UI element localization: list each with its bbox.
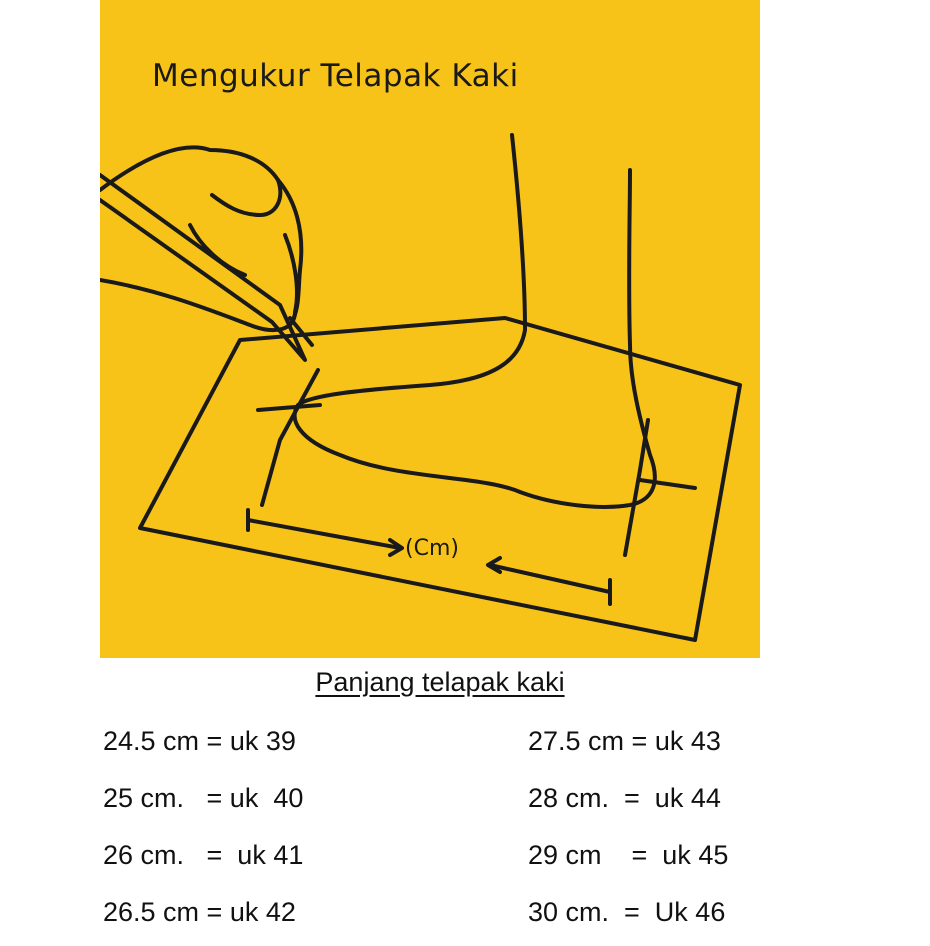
size-row: 25 cm. = uk 40 [103,783,304,813]
size-column-right [528,718,728,946]
foot-measuring-illustration [100,0,760,658]
hand-outline [100,147,297,330]
measure-line-right [490,565,610,604]
illustration-title: Mengukur Telapak Kaki [152,58,519,94]
size-row: 26.5 cm = uk 42 [103,897,296,927]
size-row: 28 cm. = uk 44 [528,783,721,813]
size-row: 26 cm. = uk 41 [103,840,304,870]
size-row: 27.5 cm = uk 43 [528,726,721,756]
size-row: 24.5 cm = uk 39 [103,726,296,756]
pencil [100,175,305,360]
size-row: 30 cm. = Uk 46 [528,897,726,927]
measure-unit-label: (Cm) [405,536,459,561]
measure-line-left [248,510,400,548]
size-row: 29 cm = uk 45 [528,840,729,870]
size-table-heading: Panjang telapak kaki [315,667,565,697]
size-column-left [103,718,303,946]
paper-sheet [140,318,740,640]
